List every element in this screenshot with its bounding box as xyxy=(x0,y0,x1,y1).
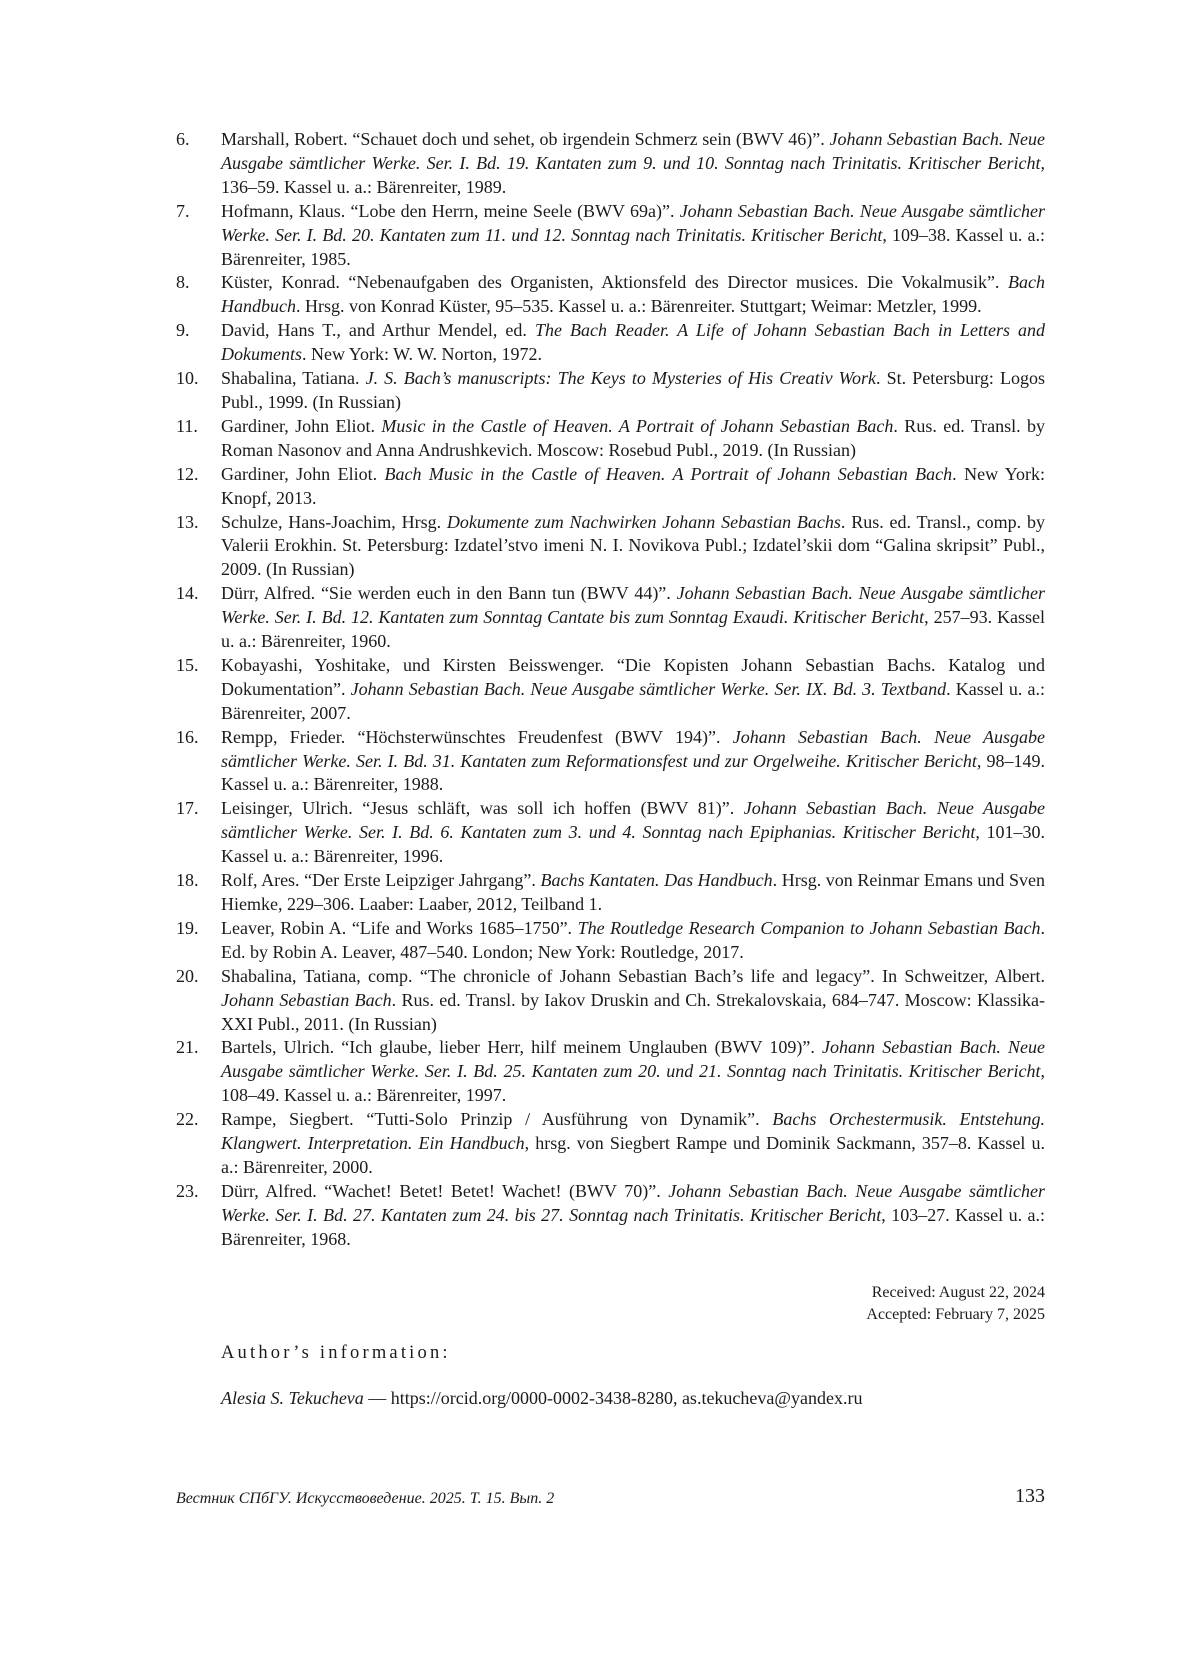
reference-title: Bach Handbuch xyxy=(221,272,1045,317)
reference-number: 20. xyxy=(176,965,199,986)
reference-number: 8. xyxy=(176,272,190,293)
reference-title: Johann Sebastian Bach. Neue Ausgabe sämtlicher Werke. Ser. I. Bd. 19. Kantaten zum 9. und 10. Sonntag nach Trinitatis. Kritischer Bericht xyxy=(221,129,1045,173)
reference-text: . Kassel u. a.: Bärenreiter, 2007. xyxy=(221,678,1045,723)
reference-title: Johann Sebastian Bach. Neue Ausgabe sämtlicher Werke. Ser. I. Bd. 31. Kantaten zum Reformationsfest und zur Orgelweihe. Kritischer Bericht xyxy=(221,726,1045,771)
reference-number: 6. xyxy=(176,129,190,149)
journal-footer: Вестник СПбГУ. Искусствоведение. 2025. Т. 15. Вып. 2 xyxy=(176,1490,555,1507)
reference-title: J. S. Bach’s manuscripts: The Keys to Mysteries of His Creativ Work xyxy=(365,368,877,389)
reference-number: 12. xyxy=(176,463,199,484)
reference-text: , hrsg. von Siegbert Rampe und Dominik Sackmann, 357–8. Kassel u. a.: Bärenreiter, 2000. xyxy=(221,1133,1045,1177)
reference-title: Johann Sebastian Bach. Neue Ausgabe sämtlicher Werke. Ser. I. Bd. 6. Kantaten zum 3. und 4. Sonntag nach Epiphanias. Kritischer Bericht xyxy=(221,798,1046,843)
reference-text: . Rus. ed. Transl. by Iakov Druskin and Ch. Strekalovskaia, 684–747. Moscow: Klassika-XXI Publ., 2011. (In Russian) xyxy=(221,989,1045,1034)
reference-text: Gardiner, John Eliot. xyxy=(221,415,382,436)
reference-number: 14. xyxy=(176,583,199,604)
reference-text: Marshall, Robert. “Schauet doch und sehet, ob irgendein Schmerz sein (BWV 46)”. xyxy=(221,129,830,149)
page-number: 133 xyxy=(1015,1485,1045,1507)
reference-text: Hofmann, Klaus. “Lobe den Herrn, meine Seele (BWV 69a)”. xyxy=(221,200,680,221)
reference-number: 21. xyxy=(176,1037,199,1058)
reference-item xyxy=(176,869,1045,917)
reference-text: Shabalina, Tatiana. xyxy=(221,368,366,389)
reference-text: Dürr, Alfred. “Sie werden euch in den Bann tun (BWV 44)”. xyxy=(221,583,677,604)
reference-text: Leisinger, Ulrich. “Jesus schläft, was soll ich hoffen (BWV 81)”. xyxy=(221,798,744,819)
reference-text: , 98–149. Kassel u. a.: Bärenreiter, 1988. xyxy=(221,750,1046,795)
reference-text: . New York: W. W. Norton, 1972. xyxy=(301,344,543,365)
reference-number: 22. xyxy=(176,1109,199,1130)
reference-number: 13. xyxy=(176,511,199,532)
reference-title: Johann Sebastian Bach xyxy=(221,989,392,1010)
reference-text: . Ed. by Robin A. Leaver, 487–540. London; New York: Routledge, 2017. xyxy=(221,917,1045,962)
reference-title: Music in the Castle of Heaven. A Portrait of Johann Sebastian Bach xyxy=(381,415,894,436)
reference-text: , 109–38. Kassel u. a.: Bärenreiter, 1985. xyxy=(221,224,1045,269)
reference-text: , 103–27. Kassel u. a.: Bärenreiter, 1968. xyxy=(221,1204,1045,1249)
reference-text: Gardiner, John Eliot. xyxy=(221,463,385,484)
reference-text: Leaver, Robin A. “Life and Works 1685–1750”. xyxy=(221,917,578,938)
reference-title: Dokumente zum Nachwirken Johann Sebastian Bachs xyxy=(446,511,841,532)
reference-item xyxy=(176,128,1045,200)
reference-title: Bachs Kantaten. Das Handbuch xyxy=(540,870,773,891)
reference-item xyxy=(176,1108,1045,1180)
reference-text: Kobayashi, Yoshitake, und Kirsten Beisswenger. “Die Kopisten Johann Sebastian Bachs. Katalog und Dokumentation”. xyxy=(221,654,1045,699)
reference-item xyxy=(176,797,1045,869)
reference-title: The Bach Reader. A Life of Johann Sebastian Bach in Letters and Dokuments xyxy=(221,320,1045,365)
reference-title: Johann Sebastian Bach. Neue Ausgabe sämtlicher Werke. Ser. I. Bd. 12. Kantaten zum Sonntag Cantate bis zum Sonntag Exaudi. Kritischer Bericht xyxy=(221,583,1046,628)
reference-number: 7. xyxy=(176,200,190,221)
reference-text: . St. Petersburg: Logos Publ., 1999. (In Russian) xyxy=(221,368,1045,412)
reference-title: Johann Sebastian Bach. Neue Ausgabe sämtlicher Werke. Ser. IX. Bd. 3. Textband xyxy=(350,678,947,699)
reference-item xyxy=(176,582,1045,654)
reference-item xyxy=(176,965,1045,1037)
reference-list xyxy=(176,128,1045,1252)
reference-text: David, Hans T., and Arthur Mendel, ed. xyxy=(221,320,535,341)
reference-text: , 101–30. Kassel u. a.: Bärenreiter, 1996. xyxy=(221,822,1045,867)
reference-item xyxy=(176,271,1045,319)
reference-text: . New York: Knopf, 2013. xyxy=(221,463,1046,508)
reference-title: The Routledge Research Companion to Johann Sebastian Bach xyxy=(577,917,1041,938)
reference-item xyxy=(176,1036,1045,1108)
reference-number: 9. xyxy=(176,320,190,341)
reference-text: Rolf, Ares. “Der Erste Leipziger Jahrgang”. xyxy=(221,870,541,891)
reference-title: Johann Sebastian Bach. Neue Ausgabe sämtlicher Werke. Ser. I. Bd. 20. Kantaten zum 11. und 12. Sonntag nach Trinitatis. Kritischer Bericht xyxy=(221,200,1046,245)
reference-text: Bartels, Ulrich. “Ich glaube, lieber Herr, hilf meinem Unglauben (BWV 109)”. xyxy=(221,1037,823,1058)
reference-number: 11. xyxy=(176,415,198,436)
author-info-heading: Author’s information: xyxy=(221,1343,451,1363)
reference-text: , 108–49. Kassel u. a.: Bärenreiter, 1997. xyxy=(221,1061,1045,1106)
reference-item xyxy=(176,367,1045,415)
reference-text: Shabalina, Tatiana, comp. “The chronicle of Johann Sebastian Bach’s life and legacy”. In Schweitzer, Albert. xyxy=(221,965,1045,986)
reference-title: Bachs Orchestermusik. Entstehung. Klangwert. Interpretation. Ein Handbuch xyxy=(221,1109,1045,1154)
reference-title: Bach Music in the Castle of Heaven. A Portrait of Johann Sebastian Bach xyxy=(384,463,953,484)
reference-text: . Hrsg. von Reinmar Emans und Sven Hiemke, 229–306. Laaber: Laaber, 2012, Teilband 1. xyxy=(221,870,1046,914)
reference-text: . Hrsg. von Konrad Küster, 95–535. Kassel u. a.: Bärenreiter. Stuttgart; Weimar: Metzler, 1999. xyxy=(296,296,982,317)
reference-title: Johann Sebastian Bach. Neue Ausgabe sämtlicher Werke. Ser. I. Bd. 27. Kantaten zum 24. bis 27. Sonntag nach Trinitatis. Kritischer Bericht xyxy=(221,1180,1046,1225)
reference-number: 16. xyxy=(176,726,199,747)
reference-item xyxy=(176,511,1045,583)
reference-item xyxy=(176,200,1045,272)
reference-text: . Rus. ed. Transl., comp. by Valerii Erokhin. St. Petersburg: Izdatel’stvo imeni N. I. Novikova Publ.; Izdatel’skii dom “Galina skripsit” Publ., 2009. (In Russian) xyxy=(221,511,1045,580)
reference-number: 23. xyxy=(176,1180,199,1201)
reference-title: Johann Sebastian Bach. Neue Ausgabe sämtlicher Werke. Ser. I. Bd. 25. Kantaten zum 20. und 21. Sonntag nach Trinitatis. Kritischer Bericht xyxy=(221,1037,1045,1082)
received-date: Received: August 22, 2024 xyxy=(871,1284,1045,1301)
author-info-line xyxy=(221,1388,862,1409)
reference-text: Rampe, Siegbert. “Tutti-Solo Prinzip / Ausführung von Dynamik”. xyxy=(221,1109,773,1130)
reference-item xyxy=(176,463,1045,511)
reference-number: 18. xyxy=(176,870,199,891)
reference-text: . Rus. ed. Transl. by Roman Nasonov and Anna Andrushkevich. Moscow: Rosebud Publ., 2019. (In Russian) xyxy=(221,415,1045,460)
reference-text: Dürr, Alfred. “Wachet! Betet! Betet! Wachet! (BWV 70)”. xyxy=(221,1180,669,1201)
reference-number: 19. xyxy=(176,917,199,938)
reference-text: , 257–93. Kassel u. a.: Bärenreiter, 1960. xyxy=(221,607,1045,652)
author-name: Alesia S. Tekucheva xyxy=(221,1388,364,1408)
reference-text: , 136–59. Kassel u. a.: Bärenreiter, 1989. xyxy=(221,152,1045,197)
reference-item xyxy=(176,1180,1045,1252)
reference-text: Küster, Konrad. “Nebenaufgaben des Organisten, Aktionsfeld des Director musices. Die Vokalmusik”. xyxy=(221,272,1009,293)
reference-text: Rempp, Frieder. “Höchsterwünschtes Freudenfest (BWV 194)”. xyxy=(221,726,733,747)
reference-number: 17. xyxy=(176,798,199,819)
reference-item xyxy=(176,726,1045,798)
author-contacts: — https://orcid.org/0000-0002-3438-8280, as.tekucheva@yandex.ru xyxy=(363,1388,863,1408)
reference-item xyxy=(176,917,1045,965)
reference-text: Schulze, Hans-Joachim, Hrsg. xyxy=(221,511,447,532)
article-dates xyxy=(866,1282,1045,1326)
reference-number: 10. xyxy=(176,368,199,389)
reference-item xyxy=(176,654,1045,726)
reference-number: 15. xyxy=(176,654,199,675)
reference-item xyxy=(176,319,1045,367)
reference-item xyxy=(176,415,1045,463)
accepted-date: Accepted: February 7, 2025 xyxy=(866,1306,1045,1323)
